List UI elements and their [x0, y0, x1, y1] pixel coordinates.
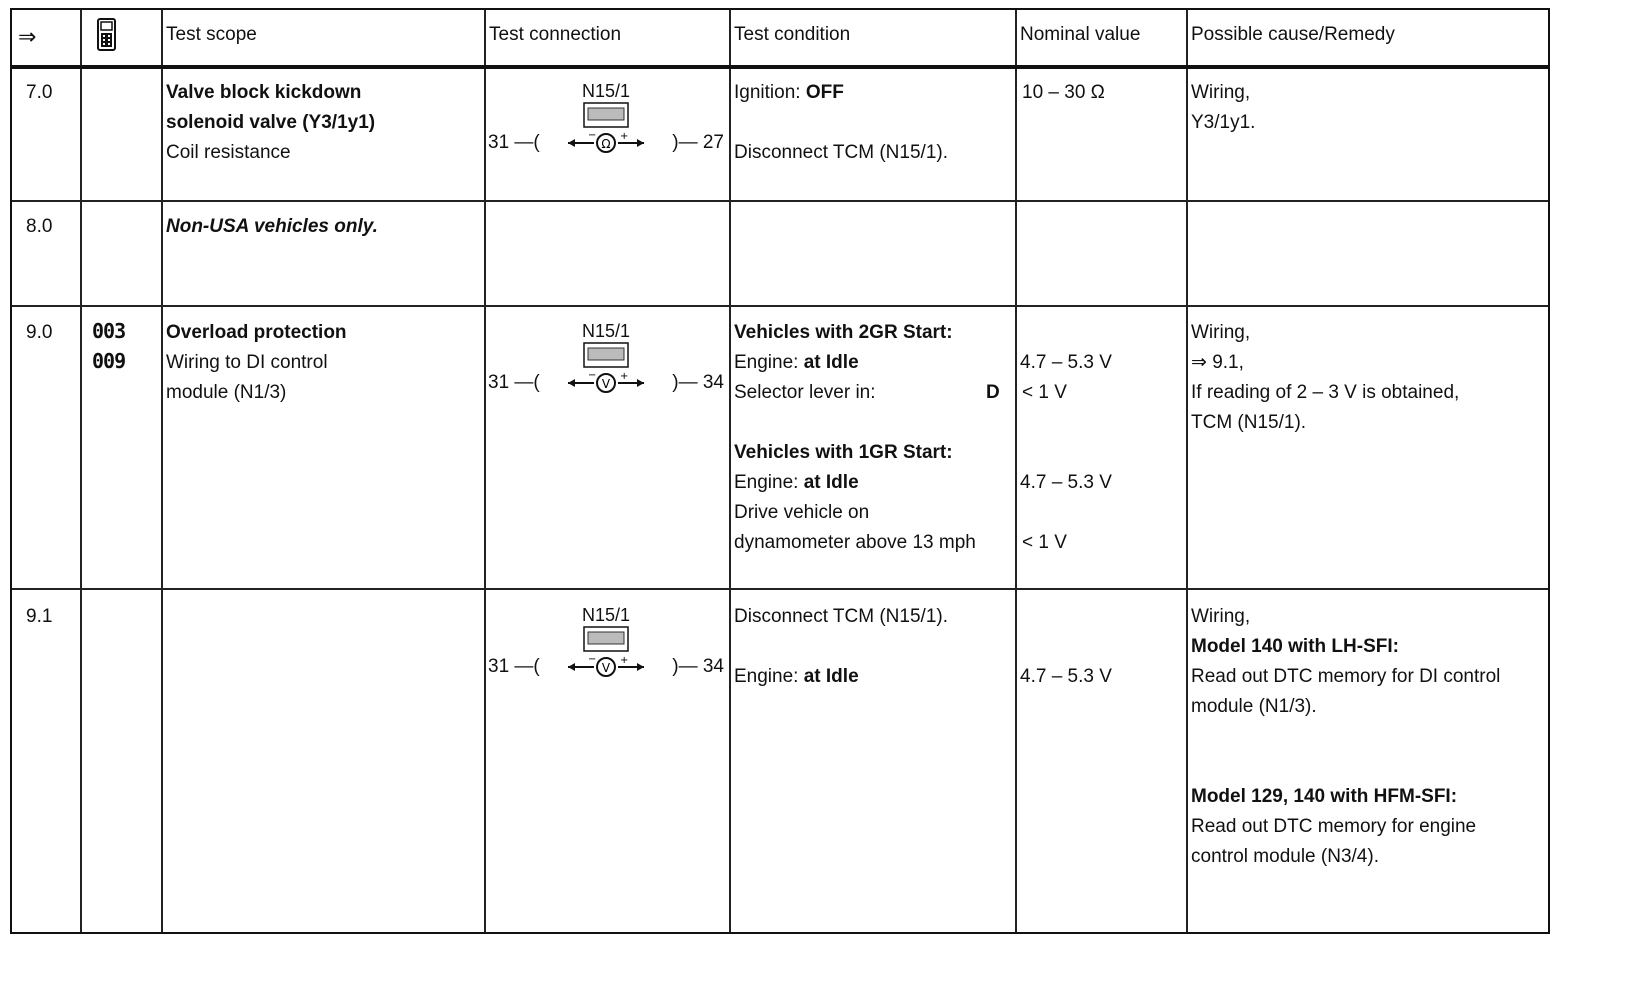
svg-text:−: − [588, 132, 597, 141]
svg-text:+: + [620, 656, 629, 666]
column-divider [80, 10, 82, 932]
scope-title: solenoid valve (Y3/1y1) [166, 112, 376, 133]
condition-line: dynamometer above 13 mph [734, 532, 976, 553]
nominal-value: < 1 V [1022, 532, 1067, 553]
ohmmeter-icon [566, 132, 646, 154]
row-divider [12, 200, 1548, 202]
cause-line: Read out DTC memory for DI control [1191, 666, 1501, 687]
header-arrow: ⇒ [18, 24, 37, 49]
pin-left: 31 —( [488, 132, 540, 153]
connector-block-icon [583, 342, 629, 368]
cause-line: module (N1/3). [1191, 696, 1317, 717]
connection-module: N15/1 [581, 81, 631, 101]
nominal-value: 10 – 30 Ω [1022, 82, 1105, 103]
cause-line: Y3/1y1. [1191, 112, 1256, 133]
header-test-condition: Test condition [734, 24, 851, 45]
column-divider [1015, 10, 1017, 932]
nominal-value: 4.7 – 5.3 V [1020, 352, 1112, 373]
fault-code: 009 [92, 349, 126, 373]
step-number: 9.1 [26, 606, 53, 627]
scope-title: Overload protection [166, 322, 347, 343]
test-connection-diagram [486, 604, 726, 682]
connector-block-icon [583, 626, 629, 652]
scope-subtitle: Wiring to DI control [166, 352, 328, 373]
cause-line: control module (N3/4). [1191, 846, 1379, 867]
svg-text:−: − [588, 656, 597, 665]
nominal-value: 4.7 – 5.3 V [1020, 472, 1112, 493]
meter-symbol: Ω [601, 137, 611, 151]
scope-subtitle: module (N1/3) [166, 382, 287, 403]
condition-line: Disconnect TCM (N15/1). [734, 606, 948, 627]
svg-text:+: + [620, 132, 629, 142]
meter-symbol: V [601, 377, 611, 391]
svg-text:−: − [588, 372, 597, 381]
cause-heading: Model 129, 140 with HFM-SFI: [1191, 786, 1458, 807]
cause-line: TCM (N15/1). [1191, 412, 1307, 433]
row-divider [12, 588, 1548, 590]
condition-line: Disconnect TCM (N15/1). [734, 142, 948, 163]
column-divider [1186, 10, 1188, 932]
diagnostic-test-table [10, 8, 1550, 934]
condition-heading: Vehicles with 2GR Start: [734, 322, 953, 343]
condition-line: Selector lever in: [734, 382, 876, 403]
cause-line: Read out DTC memory for engine [1191, 816, 1477, 837]
cause-heading: Model 140 with LH-SFI: [1191, 636, 1399, 657]
svg-text:+: + [620, 372, 629, 382]
cause-line: Wiring, [1191, 322, 1251, 343]
cause-line: Wiring, [1191, 606, 1251, 627]
voltmeter-icon [566, 372, 646, 394]
cause-line: Wiring, [1191, 82, 1251, 103]
cause-line: If reading of 2 – 3 V is obtained, [1191, 382, 1460, 403]
connection-module: N15/1 [581, 605, 631, 625]
header-test-scope: Test scope [166, 24, 257, 45]
voltmeter-icon [566, 656, 646, 678]
pin-right: )— 34 [672, 656, 724, 677]
scope-subtitle: Coil resistance [166, 142, 291, 163]
condition-line: Engine: at Idle [734, 666, 859, 687]
nominal-value: 4.7 – 5.3 V [1020, 666, 1112, 687]
condition-line: Engine: at Idle [734, 472, 859, 493]
cause-line: ⇒ 9.1, [1191, 352, 1244, 373]
header-possible-cause: Possible cause/Remedy [1191, 24, 1395, 45]
test-connection-diagram [486, 80, 726, 158]
header-nominal-value: Nominal value [1020, 24, 1141, 45]
condition-line: Engine: at Idle [734, 352, 859, 373]
column-divider [161, 10, 163, 932]
step-number: 7.0 [26, 82, 53, 103]
scope-title: Valve block kickdown [166, 82, 362, 103]
condition-heading: Vehicles with 1GR Start: [734, 442, 953, 463]
scope-title: Non-USA vehicles only. [166, 216, 378, 237]
pin-left: 31 —( [488, 372, 540, 393]
condition-line: Ignition: OFF [734, 82, 844, 103]
connection-module: N15/1 [581, 321, 631, 341]
column-divider [729, 10, 731, 932]
test-connection-diagram [486, 320, 726, 398]
header-test-connection: Test connection [489, 24, 622, 45]
pin-right: )— 34 [672, 372, 724, 393]
pin-right: )— 27 [672, 132, 724, 153]
nominal-value: < 1 V [1022, 382, 1067, 403]
step-number: 9.0 [26, 322, 53, 343]
condition-line: Drive vehicle on [734, 502, 870, 523]
selector-position: D [986, 382, 1000, 403]
meter-symbol: V [601, 661, 611, 675]
fault-code: 003 [92, 319, 126, 343]
header-divider [12, 65, 1548, 69]
pin-left: 31 —( [488, 656, 540, 677]
connector-block-icon [583, 102, 629, 128]
hand-held-tester-icon [96, 18, 118, 62]
step-number: 8.0 [26, 216, 53, 237]
row-divider [12, 305, 1548, 307]
